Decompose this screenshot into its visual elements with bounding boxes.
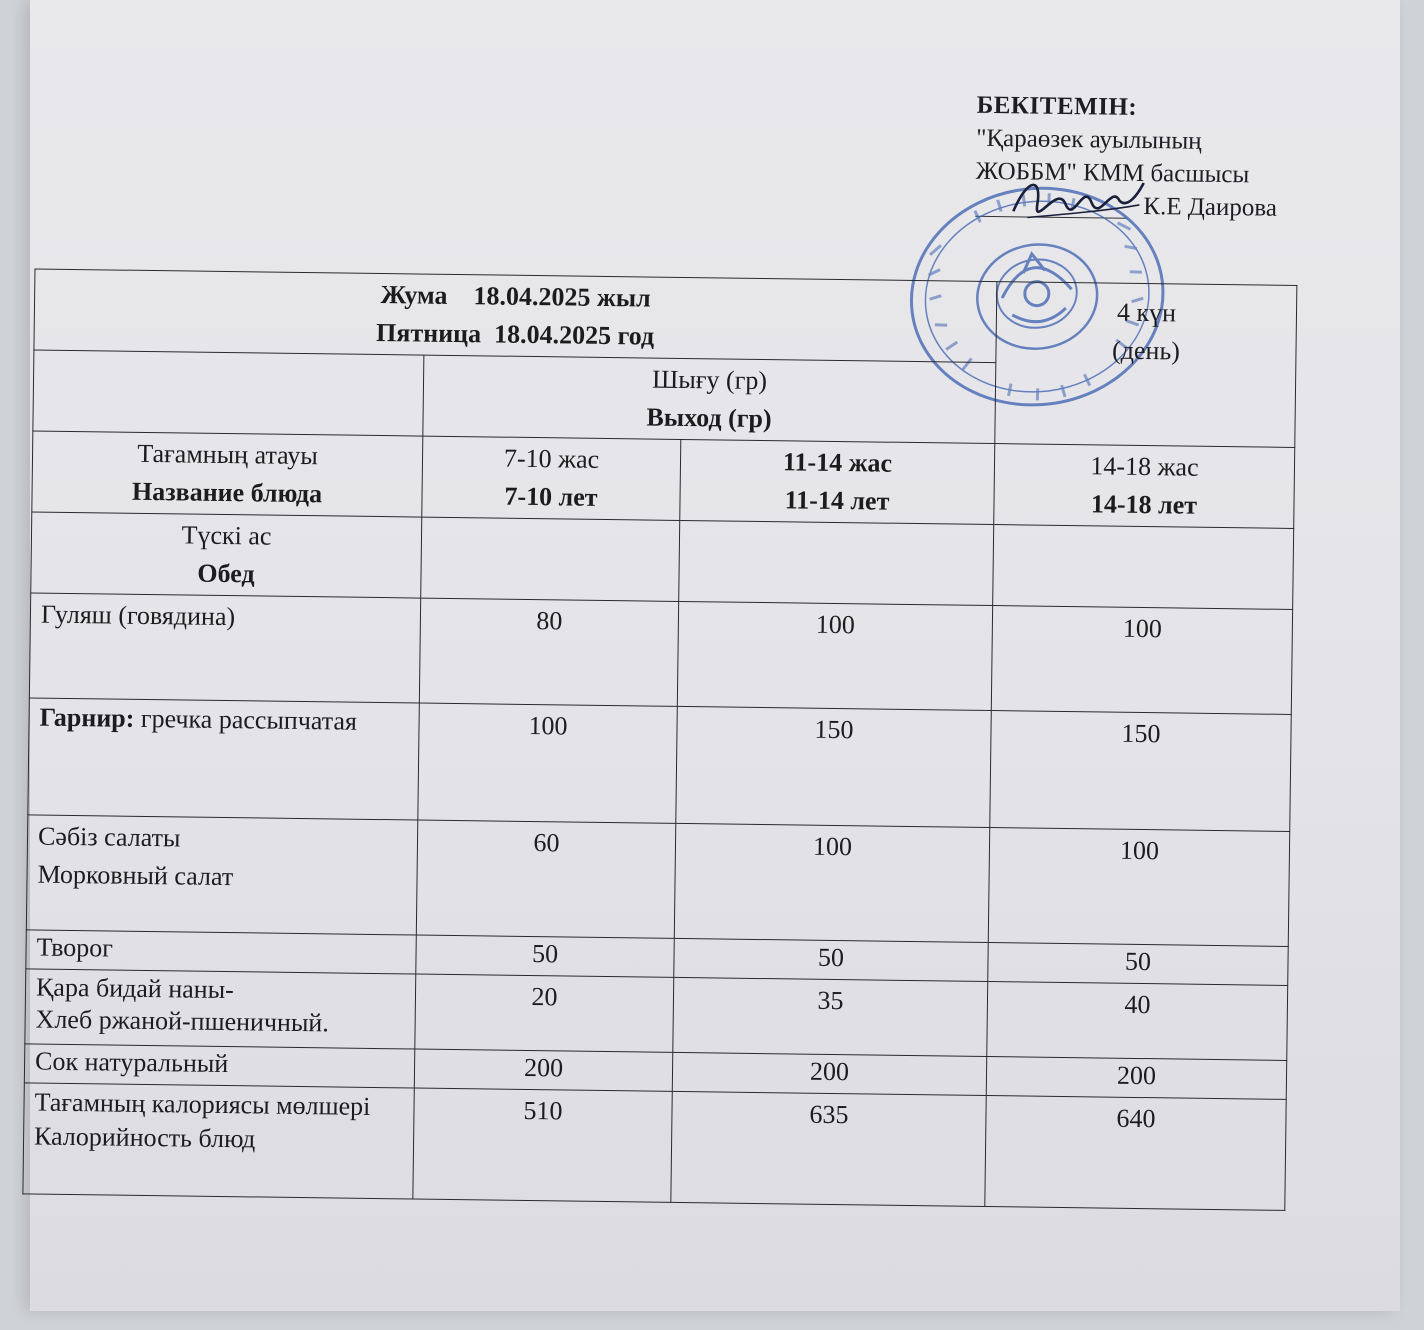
- dish-name: [29, 593, 420, 703]
- dish-name-header-ru: Название блюда: [131, 476, 323, 509]
- table-row: [26, 815, 1289, 947]
- dish-name-text: гречка рассыпчатая: [134, 703, 358, 736]
- dish-name: [26, 815, 417, 935]
- dish-name: [24, 1044, 414, 1088]
- empty-header-cell: [33, 350, 424, 436]
- dish-name: [28, 698, 419, 820]
- empty-cell: [993, 525, 1294, 610]
- portion-11-14: 200: [672, 1052, 986, 1095]
- calorie-label-kz: Тағамның калориясы мөлшері: [34, 1087, 371, 1121]
- calorie-label: [23, 1083, 414, 1199]
- dish-name-header: [32, 431, 423, 517]
- portion-11-14: 100: [674, 823, 989, 942]
- output-header-ru: Выход (гр): [646, 402, 772, 434]
- meal-header-ru: Обед: [197, 558, 255, 589]
- calorie-label-ru: Калорийность блюд: [33, 1121, 256, 1154]
- age-14-18-kz: 14-18 жас: [1090, 451, 1199, 482]
- calories-7-10: 510: [413, 1088, 672, 1202]
- portion-7-10: 60: [416, 820, 675, 938]
- empty-cell: [421, 517, 680, 601]
- empty-cell: [679, 520, 994, 605]
- dish-name-text: Сок натуральный: [34, 1046, 229, 1079]
- dish-name: [26, 930, 416, 974]
- portion-11-14: 150: [676, 706, 992, 827]
- dish-name-text: Морковный салат: [37, 859, 234, 892]
- signer-name: К.Е Даирова: [1143, 192, 1278, 222]
- portion-7-10: 80: [419, 598, 678, 706]
- portion-14-18: 100: [991, 606, 1292, 715]
- dish-name-header-kz: Тағамның атауы: [137, 438, 318, 471]
- day-number-cell: [995, 282, 1297, 448]
- dish-name-label: Гарнир:: [39, 702, 135, 733]
- dish-name: [25, 969, 416, 1049]
- calories-14-18: 640: [985, 1096, 1286, 1211]
- age-11-14-ru: 11-14 лет: [784, 485, 890, 516]
- handwritten-signature-icon: [1007, 173, 1148, 225]
- dish-name-text: Творог: [36, 932, 114, 963]
- portion-14-18: 50: [988, 943, 1288, 986]
- calorie-row: [23, 1083, 1286, 1211]
- output-header-cell: [423, 355, 996, 443]
- age-7-10-header: [422, 436, 681, 520]
- approval-org-line1: "Қараөзек ауылының: [976, 124, 1202, 155]
- portion-14-18: 40: [987, 982, 1288, 1061]
- portion-14-18: 200: [986, 1057, 1286, 1100]
- date-title-cell: [34, 269, 997, 363]
- day-number-ru: (день): [1111, 335, 1181, 366]
- meal-header-cell: [31, 512, 422, 598]
- portion-7-10: 20: [415, 974, 674, 1052]
- portion-11-14: 50: [674, 938, 988, 981]
- table-row: [29, 593, 1292, 715]
- age-11-14-header: [680, 439, 995, 524]
- portion-7-10: 50: [416, 935, 674, 977]
- meal-header-kz: Түскі ас: [181, 520, 272, 551]
- dish-name-kz: Қара бидай наны-: [35, 972, 235, 1005]
- age-14-18-header: [994, 444, 1295, 529]
- date-title-ru: Пятница 18.04.2025 год: [375, 317, 655, 351]
- menu-table: [22, 268, 1297, 1210]
- dish-name-text: Хлеб ржаной-пшеничный.: [35, 1004, 330, 1038]
- dish-name-kz: Сәбіз салаты: [37, 821, 181, 853]
- age-11-14-kz: 11-14 жас: [782, 447, 893, 478]
- portion-11-14: 35: [673, 977, 988, 1056]
- day-number-kz: 4 күн: [1116, 297, 1177, 328]
- calories-11-14: 635: [671, 1091, 986, 1206]
- date-title-kz: Жума 18.04.2025 жыл: [380, 280, 651, 313]
- age-14-18-ru: 14-18 лет: [1090, 489, 1198, 520]
- table-row: [28, 698, 1291, 832]
- age-7-10-ru: 7-10 лет: [504, 481, 598, 512]
- portion-7-10: 100: [418, 703, 678, 823]
- dish-name-text: Гуляш (говядина): [40, 599, 236, 632]
- age-7-10-kz: 7-10 жас: [503, 443, 600, 474]
- portion-14-18: 150: [990, 711, 1292, 832]
- portion-7-10: 200: [414, 1049, 672, 1091]
- portion-14-18: 100: [988, 828, 1289, 947]
- portion-11-14: 100: [677, 601, 992, 710]
- output-header-kz: Шығу (гр): [651, 364, 768, 396]
- approval-heading: БЕКІТЕМІН:: [976, 91, 1138, 121]
- approval-org-line2: ЖОББМ" КММ басшысы: [975, 157, 1250, 189]
